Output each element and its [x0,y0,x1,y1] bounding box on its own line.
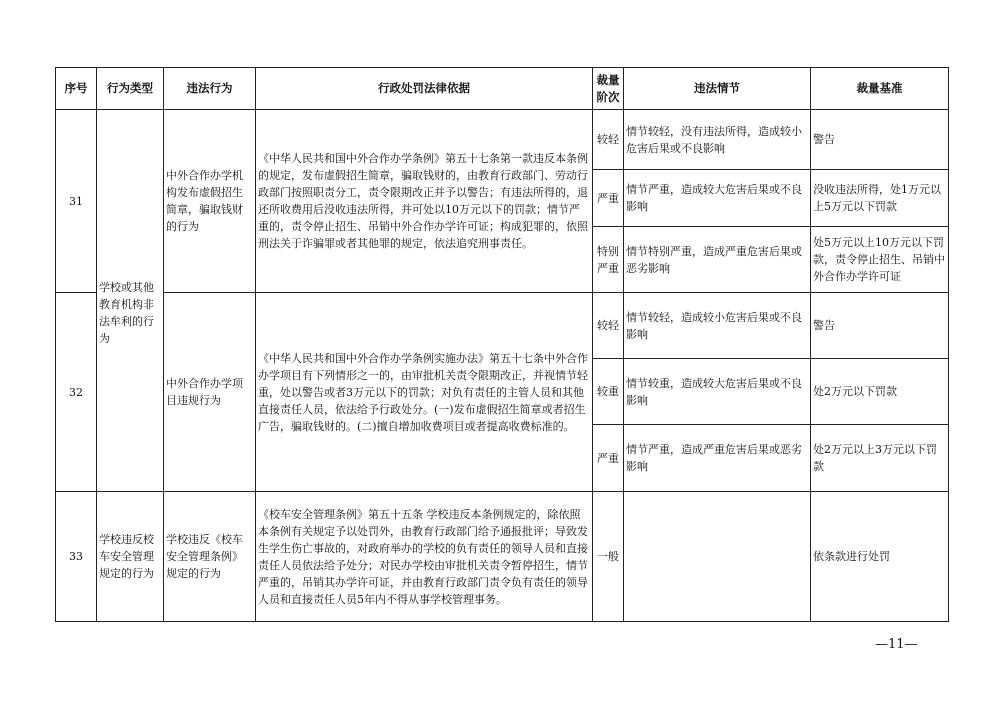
row-standard: 依条款进行处罚 [811,492,949,622]
row-level: 严重 [593,170,624,227]
row-violation: 中外合作办学项目违规行为 [164,293,256,492]
row-legal-basis: 《中华人民共和国中外合作办学条例》第五十七条第一款违反本条例的规定，发布虚假招生简章，骗取钱财的，由教育行政部门、劳动行政部门按照职责分工，责令限期改正并予以警告；有违法所得的，退还所收费用后没收违法所得，并可处以10万元以下的罚款；情节严重的，责令停止招生、吊销中外合作办学许可证；构成犯罪的，依照刑法关于诈骗罪或者其他罪的规定，依法追究刑事责任。 [256,110,593,293]
row-legal-basis: 《中华人民共和国中外合作办学条例实施办法》第五十七条中外合作办学项目有下列情形之一的，由审批机关责令限期改正，并视情节轻重，处以警告或者3万元以下的罚款；对负有责任的主管人员和其他直接责任人员，依法给予行政处分。(一)发布虚假招生简章或者招生广告，骗取钱财的。(二)擅自增加收费项目或者提高收费标准的。 [256,293,593,492]
header-standard: 裁量基准 [811,68,949,110]
row-standard: 警告 [811,293,949,359]
row-standard: 处5万元以上10万元以下罚款，责令停止招生、吊销中外合作办学许可证 [811,227,949,293]
header-circumstance: 违法情节 [624,68,811,110]
row-level: 较轻 [593,110,624,170]
row-circumstance: 情节较轻，造成较小危害后果或不良影响 [624,293,811,359]
row-violation: 学校违反《校车安全管理条例》规定的行为 [164,492,256,622]
row-violation: 中外合作办学机构发布虚假招生简章，骗取钱财的行为 [164,110,256,293]
header-level: 裁量阶次 [593,68,624,110]
row-circumstance: 情节较重，造成较大危害后果或不良影响 [624,359,811,425]
row-category: 学校违反校车安全管理规定的行为 [97,492,164,622]
header-legal-basis: 行政处罚法律依据 [256,68,593,110]
header-row [56,68,949,110]
row-standard: 警告 [811,110,949,170]
row-level: 一般 [593,492,624,622]
row-circumstance [624,492,811,622]
page-number: —11— [875,637,918,652]
row-level: 较重 [593,359,624,425]
row-circumstance: 情节严重，造成较大危害后果或不良影响 [624,170,811,227]
row-number: 31 [56,110,97,293]
row-circumstance: 情节特别严重，造成严重危害后果或恶劣影响 [624,227,811,293]
header-violation: 违法行为 [164,68,256,110]
penalty-standards-table [55,67,949,622]
row-level: 严重 [593,425,624,492]
row-standard: 处2万元以下罚款 [811,359,949,425]
row-standard: 处2万元以上3万元以下罚款 [811,425,949,492]
row-number: 33 [56,492,97,622]
header-category: 行为类型 [97,68,164,110]
row-standard: 没收违法所得，处1万元以上5万元以下罚款 [811,170,949,227]
row-circumstance: 情节严重，造成严重危害后果或恶劣影响 [624,425,811,492]
row-legal-basis: 《校车安全管理条例》第五十五条 学校违反本条例规定的，除依照本条例有关规定予以处罚外，由教育行政部门给予通报批评；导致发生学生伤亡事故的，对政府举办的学校的负有责任的领导人员和直接责任人员依法给予处分；对民办学校由审批机关责令暂停招生，情节严重的，吊销其办学许可证，并由教育行政部门责令负有责任的领导人员和直接责任人员5年内不得从事学校管理事务。 [256,492,593,622]
category-text: 学校或其他教育机构非法牟利的行为 [99,281,154,345]
row-level: 较轻 [593,293,624,359]
table-row [56,110,949,170]
row-category [97,110,164,492]
row-circumstance: 情节较轻，没有违法所得，造成较小危害后果或不良影响 [624,110,811,170]
table-row [56,492,949,622]
table-row [56,293,949,359]
row-number: 32 [56,293,97,492]
row-level: 特别严重 [593,227,624,293]
header-number: 序号 [56,68,97,110]
